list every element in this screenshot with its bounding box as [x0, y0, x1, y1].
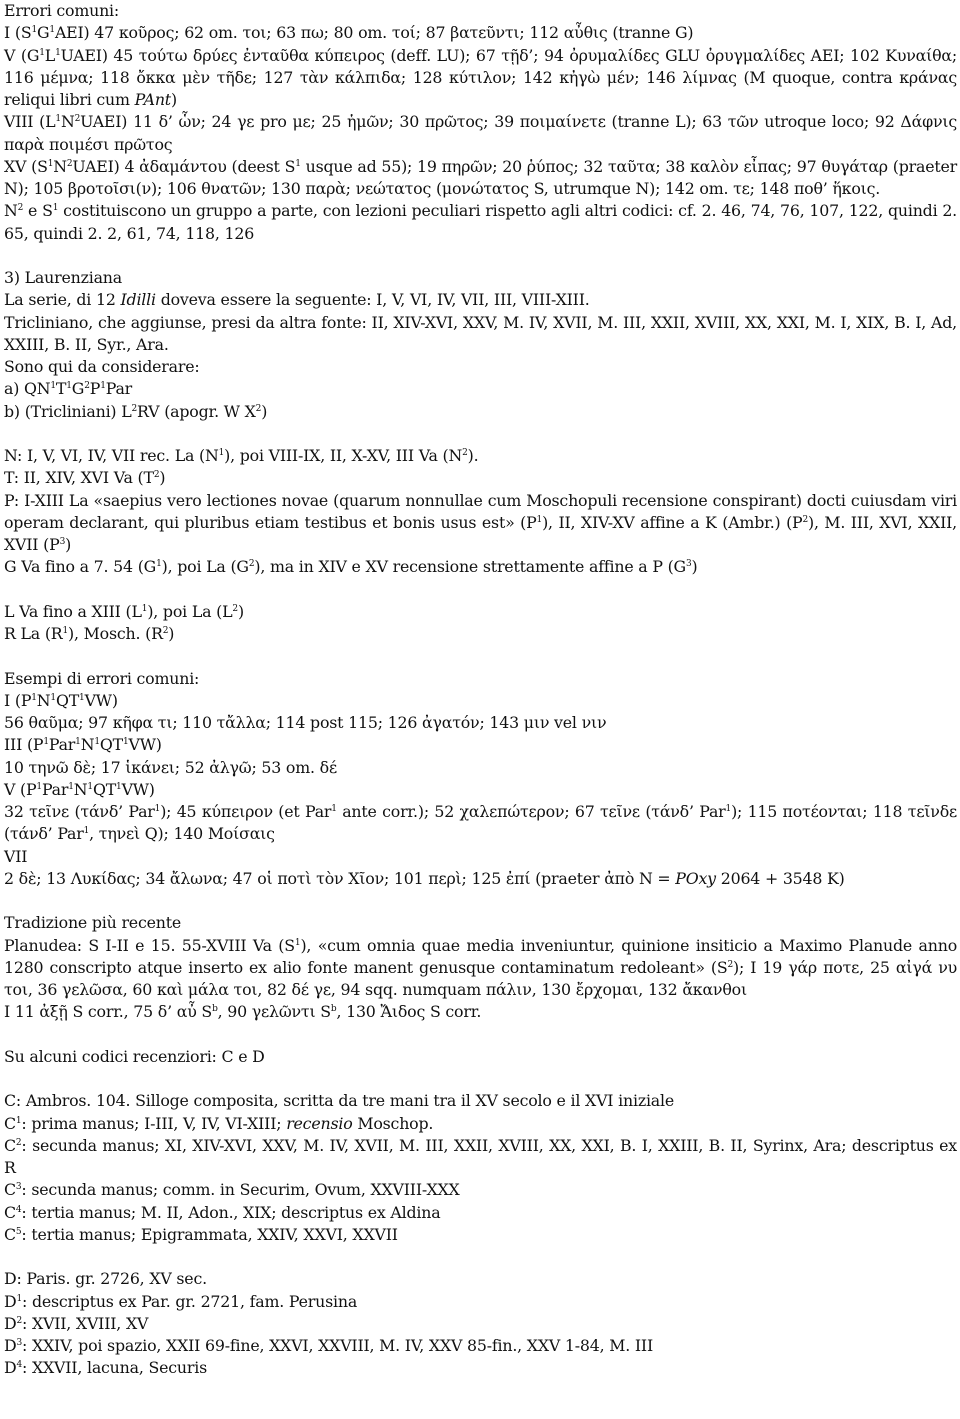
text-paragraph: Planudea: S I-II e 15. 55-XVIII Va $(S^1)$, «cum omnia quae media inveniuntur, quinione insiticio a Maximo Planude anno 1280 conscripto atque inserto ex alio fonte manent genusque contaminatum redoleant» $(S^2)$; I 19 γάρ ποτε, 25 αἰγά νυ τοι, 36 γελῶσα, 60 καὶ μάλα τοι, 82 δέ γε, 94 sqq. numquam πάλιν, 130 ἔρχομαι, 132 ἄκανθοι: [4, 935, 958, 999]
blank-line: [4, 1024, 957, 1046]
text-paragraph: Su alcuni codici recenziori: C e D: [4, 1046, 265, 1066]
text-paragraph: 56 θαῦμα; 97 κῆφα τι; 110 τἄλλα; 114 post 115; 126 ἀγατόν; 143 μιν vel νιν: [4, 713, 607, 732]
text-paragraph: $C^4$: tertia manus; M. II, Adon., XIX; descriptus ex Aldina: [4, 1202, 441, 1222]
text-paragraph: D: Paris. gr. 2726, XV sec.: [4, 1269, 207, 1289]
text-paragraph: C: Ambros. 104. Silloge composita, scritta da tre mani tra il XV secolo e il XVI iniziale: [4, 1091, 675, 1111]
text-paragraph: b) (Tricliniani) $L^2RV$ (apogr. W $X^2$): [4, 401, 268, 421]
text-paragraph: L Va fino a XIII $(L^1)$, poi La $(L^2)$: [4, 601, 244, 621]
blank-line: [4, 645, 957, 667]
text-paragraph: I 11 ἀξῇ S corr., 75 δ’ αὖ $S^b$, 90 γελῶντι $S^b$, 130 Ἄιδος S corr.: [4, 1002, 482, 1022]
text-paragraph: Tricliniano, che aggiunse, presi da altra fonte: II, XIV-XVI, XXV, M. IV, XVII, M. III, XXII, XVIII, XX, XXI, M. I, XIX, B. I, Ad, XXIII, B. II, Syr., Ara.: [4, 312, 957, 354]
text-paragraph: $D^2$: XVII, XVIII, XV: [4, 1313, 149, 1333]
text-paragraph: $C^3$: secunda manus; comm. in Securim, Ovum, XXVIII-XXX: [4, 1180, 460, 1200]
text-paragraph: 2 δὲ; 13 Λυκίδας; 34 ἄλωνα; 47 οἱ ποτὶ τὸν Χῖον; 101 περὶ; 125 ἐπί (praeter ἀπὸ N = POxy 2064 + 3548 K): [4, 868, 845, 888]
blank-line: [4, 1068, 957, 1090]
text-paragraph: $D^1$: descriptus ex Par. gr. 2721, fam. Perusina: [4, 1291, 358, 1311]
text-paragraph: I $(S^1G^1AEI)$ 47 κοῦρος; 62 om. τοι; 63 πω; 80 om. τοί; 87 βατεῦντι; 112 αὖθις (tranne G): [4, 23, 694, 43]
text-paragraph: I $(P^1N^1QT^1VW)$: [4, 690, 118, 710]
text-paragraph: G Va fino a 7. 54 $(G^1)$, poi La $(G^2)$, ma in XIV e XV recensione strettamente affine a P $(G^3)$: [4, 557, 698, 577]
blank-line: [4, 1246, 957, 1268]
text-paragraph: VIII $(L^1N^2UAEI)$ 11 δ’ ὧν; 24 γε pro με; 25 ἡμῶν; 30 πρῶτος; 39 ποιμαίνετε (tranne L); 63 τῶν utroque loco; 92 Δάφνις παρὰ ποιμέσι πρῶτος: [4, 112, 957, 154]
text-paragraph: Tradizione più recente: [4, 913, 182, 933]
text-paragraph: N: I, V, VI, IV, VII rec. La $(N^1)$, poi VIII-IX, II, X-XV, III Va $(N^2)$.: [4, 446, 479, 465]
text-paragraph: Esempi di errori comuni:: [4, 668, 200, 688]
text-paragraph: V $(P^1Par^1N^1QT^1VW)$: [4, 779, 155, 799]
blank-line: [4, 890, 957, 912]
text-paragraph: La serie, di 12 Idilli doveva essere la seguente: I, V, VI, IV, VII, III, VIII-XIII.: [4, 290, 590, 310]
text-paragraph: T: II, XIV, XVI Va $(T^2)$: [4, 468, 166, 488]
text-paragraph: 3) Laurenziana: [4, 268, 122, 287]
text-paragraph: III $(P^1Par^1N^1QT^1VW)$: [4, 735, 162, 755]
text-paragraph: XV $(S^1N^2UAEI)$ 4 ἀδαμάντου (deest $S^1$ usque ad 55); 19 πηρῶν; 20 ῥύπος; 32 ταῦτα; 38 καλὸν εἶπας; 97 θυγάταρ (praeter N); 105 βροτοῖσι(ν); 106 θνατῶν; 130 παρὰ; νεώτατος (μονώτατος S, utrumque N); 142 om. τε; 148 ποθ’ ἥκοις.: [4, 156, 957, 198]
text-paragraph: $C^5$: tertia manus; Epigrammata, XXIV, XXVI, XXVII: [4, 1224, 398, 1244]
blank-line: [4, 423, 957, 445]
text-paragraph: Errori comuni:: [4, 1, 120, 20]
text-paragraph: a) $QN^1T^1G^2P^1Par$: [4, 379, 133, 399]
blank-line: [4, 579, 957, 601]
text-paragraph: $D^3$: XXIV, poi spazio, XXII 69-fine, XXVI, XXVIII, M. IV, XXV 85-fin., XXV 1-84, M. III: [4, 1336, 654, 1355]
text-paragraph: P: I-XIII La «saepius vero lectiones novae (quarum nonnullae cum Moschopuli recensione conspirant) docti cuiusdam viri operam declarant, qui pluribus etiam testibus et bonis usus est» $(P^1)$, II, XIV-XV affine a K (Ambr.) $(P^2)$, M. III, XVI, XXII, XVII $(P^3)$: [4, 490, 957, 554]
text-paragraph: $D^4$: XXVII, lacuna, Securis: [4, 1358, 207, 1378]
text-paragraph: V $(G^1L^1UAEI)$ 45 τούτω δρύες ἐνταῦθα κύπειρος (deff. LU); 67 τῇδ’; 94 ὀρυμαλίδες GLU ὀρυγμαλίδες AEI; 102 Κυναίθα; 116 μέμνα; 118 ὄκκα μὲν τῆδε; 127 τὰν κάλπιδα; 128 κύτιλον; 142 κἠγὼ μέν; 146 λίμνας (M quoque, contra κράνας reliqui libri cum PAnt): [4, 45, 957, 109]
text-paragraph: Sono qui da considerare:: [4, 357, 200, 376]
text-paragraph: $C^2$: secunda manus; XI, XIV-XVI, XXV, M. IV, XVII, M. III, XXII, XVIII, XX, XXI, B. I, XXIII, B. II, Syrinx, Ara; descriptus ex R: [4, 1135, 957, 1177]
text-paragraph: R La $(R^1)$, Mosch. $(R^2)$: [4, 624, 175, 643]
text-paragraph: VII: [4, 846, 28, 866]
text-paragraph: $C^1$: prima manus; I-III, V, IV, VI-XIII; recensio Moschop.: [4, 1113, 434, 1133]
text-paragraph: 10 τηνῶ δὲ; 17 ἱκάνει; 52 ἀλγῶ; 53 om. δέ: [4, 757, 337, 777]
text-paragraph: $N^2$ e $S^1$ costituiscono un gruppo a parte, con lezioni peculiari rispetto agli altri codici: cf. 2. 46, 74, 76, 107, 122, quindi 2. 65, quindi 2. 2, 61, 74, 118, 126: [4, 201, 957, 243]
blank-line: [4, 245, 957, 267]
text-paragraph: 32 τεῖνε (τάνδ’ Par$^1$); 45 κύπειρον (et Par$^1$ ante corr.); 52 χαλεπώτερον; 67 τεῖνε (τάνδ’ Par$^1$); 115 ποτέονται; 118 τεῖνδε (τάνδ’ Par$^1$, τηνεὶ Q); 140 Μοίσαις: [4, 802, 958, 844]
